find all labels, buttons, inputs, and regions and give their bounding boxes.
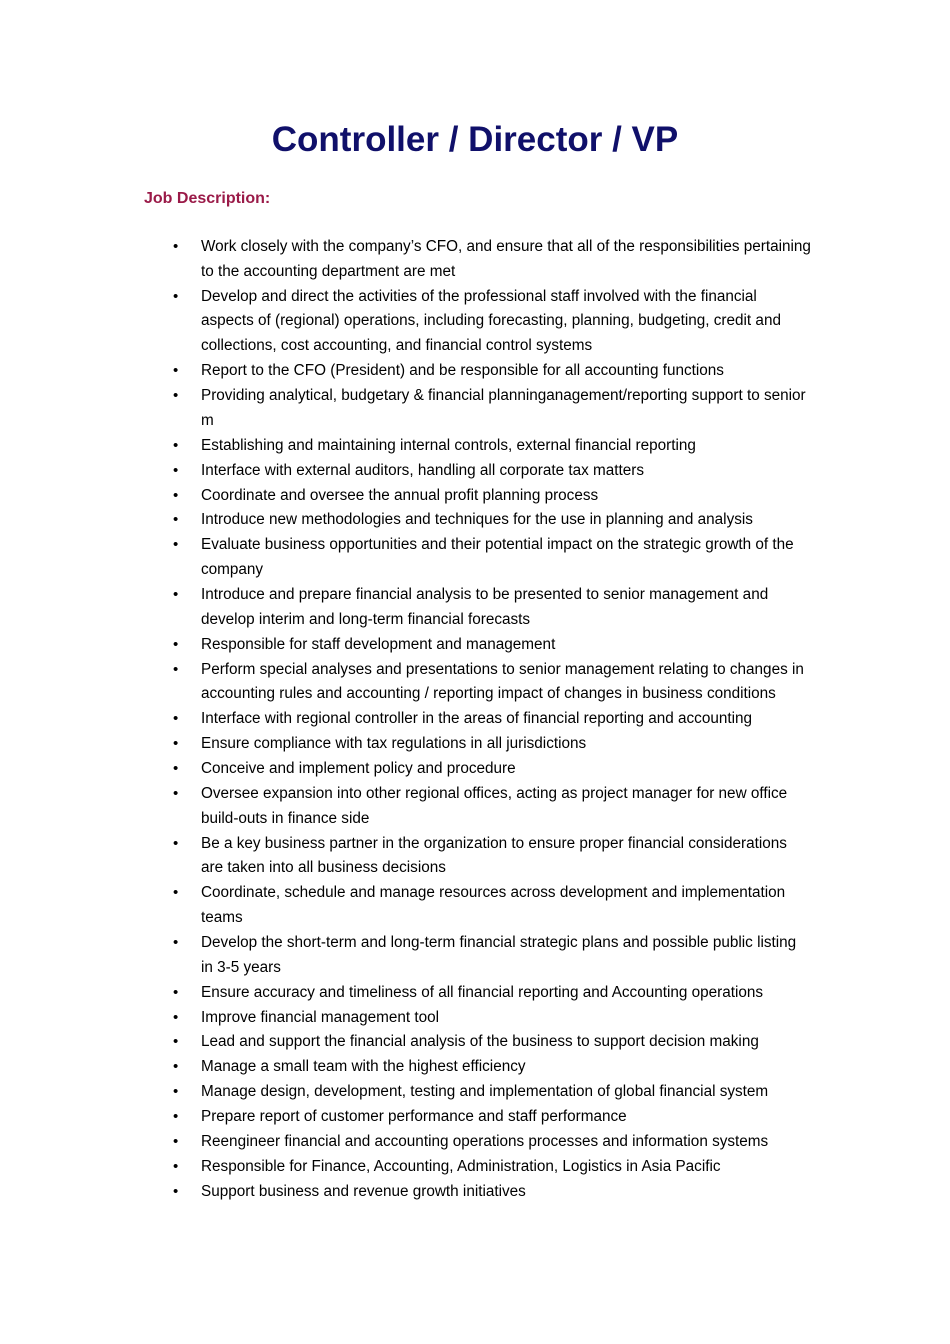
list-item-text: Interface with regional controller in the areas of financial reporting and accounting bbox=[201, 710, 753, 728]
list-item bbox=[0, 881, 811, 931]
list-item bbox=[0, 583, 811, 633]
list-item bbox=[0, 1080, 811, 1105]
list-item-text: Responsible for Finance, Accounting, Administration, Logistics in Asia Pacific bbox=[201, 1157, 721, 1175]
bullet-icon: • bbox=[173, 1182, 179, 1200]
list-item-text: Perform special analyses and presentations to senior management relating to changes in accounting rules and accounting / reporting impact of changes in business conditions bbox=[201, 660, 804, 703]
list-item-text: Oversee expansion into other regional offices, acting as project manager for new office build-outs in finance side bbox=[201, 784, 788, 827]
list-item bbox=[0, 707, 811, 732]
list-item-text: Prepare report of customer performance and staff performance bbox=[201, 1108, 627, 1126]
list-item-text: Improve financial management tool bbox=[201, 1008, 440, 1026]
list-item bbox=[0, 1130, 811, 1155]
list-item-text: Providing analytical, budgetary & financial planninganagement/reporting support to senior m bbox=[201, 387, 806, 429]
list-item bbox=[0, 1105, 811, 1130]
bullet-icon: • bbox=[173, 1157, 179, 1175]
bullet-icon: • bbox=[173, 486, 179, 504]
page-title: Controller / Director / VP bbox=[271, 120, 679, 159]
list-item-text: Work closely with the company’s CFO, and ensure that all of the responsibilities pertaining to the accounting department are met bbox=[201, 238, 811, 280]
list-item bbox=[0, 1055, 811, 1080]
list-item bbox=[0, 484, 811, 509]
bullet-icon: • bbox=[173, 884, 179, 902]
bullet-icon: • bbox=[173, 387, 179, 405]
list-item-text: Coordinate and oversee the annual profit planning process bbox=[201, 486, 599, 504]
list-item bbox=[0, 931, 811, 981]
list-item bbox=[0, 732, 811, 757]
list-item-text: Reengineer financial and accounting operations processes and information systems bbox=[201, 1133, 769, 1151]
list-item-text: Manage a small team with the highest efficiency bbox=[201, 1058, 526, 1076]
bullet-icon: • bbox=[173, 1083, 179, 1101]
bullet-icon: • bbox=[173, 934, 179, 951]
list-item bbox=[0, 832, 811, 882]
list-item bbox=[0, 285, 811, 359]
bullet-icon: • bbox=[173, 362, 179, 380]
list-item bbox=[0, 235, 811, 285]
list-item bbox=[0, 1006, 811, 1031]
bullet-icon: • bbox=[173, 710, 179, 728]
bullet-icon: • bbox=[173, 760, 179, 778]
list-item bbox=[0, 384, 811, 434]
list-item bbox=[0, 508, 811, 533]
list-item-text: Develop the short-term and long-term financial strategic plans and possible public listing in 3-5 years bbox=[201, 934, 797, 976]
bullet-icon: • bbox=[173, 461, 179, 479]
section-heading-job-description: Job Description: bbox=[144, 190, 271, 207]
list-item-text: Introduce new methodologies and techniques for the use in planning and analysis bbox=[201, 511, 753, 529]
bullet-icon: • bbox=[173, 1008, 179, 1026]
list-item-text: Introduce and prepare financial analysis to be presented to senior management and develop interim and long-term financial forecasts bbox=[201, 586, 769, 628]
job-description-list bbox=[0, 235, 950, 1205]
bullet-icon: • bbox=[173, 511, 179, 529]
list-item-text: Support business and revenue growth initiatives bbox=[201, 1182, 526, 1200]
bullet-icon: • bbox=[173, 287, 179, 305]
list-item-text: Ensure compliance with tax regulations in all jurisdictions bbox=[201, 735, 587, 753]
list-item bbox=[0, 359, 811, 384]
bullet-icon: • bbox=[173, 436, 179, 454]
list-item bbox=[0, 459, 811, 484]
list-item bbox=[0, 533, 811, 583]
list-item bbox=[0, 434, 811, 459]
list-item-text: Report to the CFO (President) and be responsible for all accounting functions bbox=[201, 362, 724, 380]
list-item-text: Conceive and implement policy and procedure bbox=[201, 760, 516, 778]
list-item-text: Responsible for staff development and management bbox=[201, 635, 556, 653]
list-item bbox=[0, 1155, 811, 1180]
list-item bbox=[0, 757, 811, 782]
bullet-icon: • bbox=[173, 586, 179, 603]
list-item-text: Develop and direct the activities of the professional staff involved with the financial aspects of (regional) operations, including forecasting, planning, budgeting, credit and collections, cost accounting, and financial control systems bbox=[201, 287, 781, 355]
bullet-icon: • bbox=[173, 834, 179, 852]
list-item-text: Ensure accuracy and timeliness of all financial reporting and Accounting operations bbox=[201, 983, 764, 1001]
list-item bbox=[0, 1180, 811, 1205]
bullet-icon: • bbox=[173, 983, 179, 1001]
list-item-text: Interface with external auditors, handling all corporate tax matters bbox=[201, 461, 644, 479]
list-item bbox=[0, 1030, 811, 1055]
bullet-icon: • bbox=[173, 660, 179, 678]
list-item bbox=[0, 658, 811, 708]
bullet-icon: • bbox=[173, 536, 179, 554]
list-item-text: Lead and support the financial analysis of the business to support decision making bbox=[201, 1033, 759, 1051]
list-item bbox=[0, 782, 811, 832]
list-item bbox=[0, 633, 811, 658]
bullet-icon: • bbox=[173, 1133, 179, 1151]
bullet-icon: • bbox=[173, 635, 179, 653]
list-item-text: Be a key business partner in the organization to ensure proper financial considerations are taken into all business decisions bbox=[201, 834, 787, 877]
bullet-icon: • bbox=[173, 735, 179, 753]
bullet-icon: • bbox=[173, 238, 179, 255]
list-item-text: Coordinate, schedule and manage resources across development and implementation teams bbox=[201, 884, 786, 927]
list-item-text: Establishing and maintaining internal controls, external financial reporting bbox=[201, 436, 696, 454]
bullet-icon: • bbox=[173, 1108, 179, 1126]
bullet-icon: • bbox=[173, 1033, 179, 1051]
bullet-icon: • bbox=[173, 784, 179, 802]
list-item-text: Manage design, development, testing and implementation of global financial system bbox=[201, 1083, 769, 1101]
list-item-text: Evaluate business opportunities and their potential impact on the strategic growth of the company bbox=[201, 536, 794, 579]
bullet-icon: • bbox=[173, 1058, 179, 1076]
list-item bbox=[0, 981, 811, 1006]
